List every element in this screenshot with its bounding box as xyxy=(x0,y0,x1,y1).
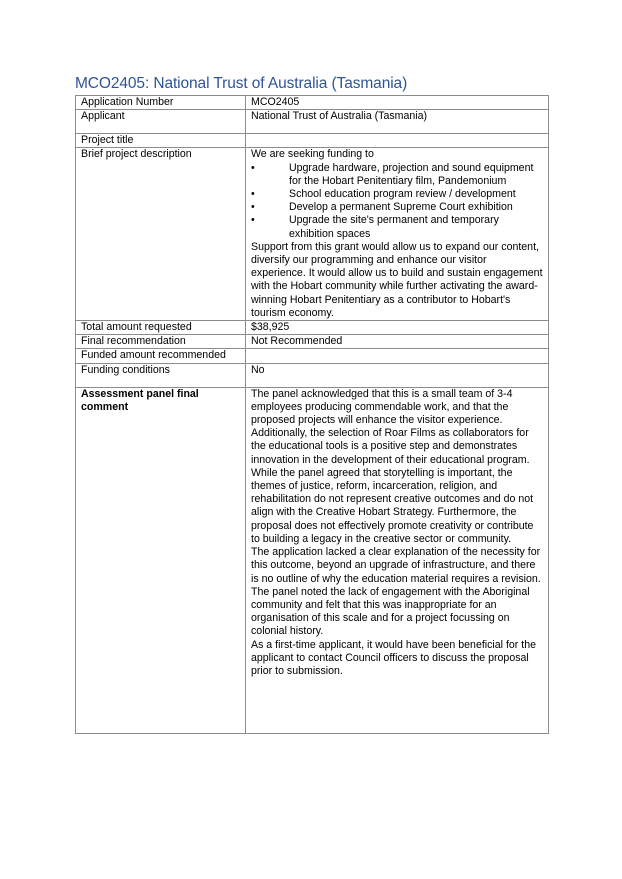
table-row-description xyxy=(76,148,549,321)
row-label: Funded amount recommended xyxy=(76,349,246,363)
row-value-panel-comment xyxy=(246,387,549,733)
table-row-applicant xyxy=(76,110,549,134)
description-intro: We are seeking funding to xyxy=(251,148,374,161)
table-row-application-number xyxy=(76,96,549,110)
row-label: Applicant xyxy=(76,110,246,134)
table-row-funded-amount xyxy=(76,349,549,363)
bullet-marker: • xyxy=(251,214,255,227)
row-label: Assessment panel final comment xyxy=(76,387,246,733)
row-value: National Trust of Australia (Tasmania) xyxy=(246,110,549,134)
list-item xyxy=(251,214,543,240)
row-value xyxy=(246,134,549,148)
bullet-text: School education program review / development xyxy=(289,188,516,201)
bullet-marker: • xyxy=(251,201,255,214)
row-label: Total amount requested xyxy=(76,321,246,335)
table-row-panel-comment xyxy=(76,387,549,733)
row-value: Not Recommended xyxy=(246,335,549,349)
table-row-funding-conditions xyxy=(76,363,549,387)
row-label: Application Number xyxy=(76,96,246,110)
list-item xyxy=(251,162,543,188)
table-row-total-requested xyxy=(76,321,549,335)
list-item xyxy=(251,201,543,214)
bullet-text: Develop a permanent Supreme Court exhibition xyxy=(289,201,513,214)
row-label: Funding conditions xyxy=(76,363,246,387)
bullet-text: Upgrade the site's permanent and temporary exhibition spaces xyxy=(289,214,499,240)
row-label: Project title xyxy=(76,134,246,148)
row-value: No xyxy=(246,363,549,387)
table-row-final-recommendation xyxy=(76,335,549,349)
bullet-marker: • xyxy=(251,188,255,201)
panel-paragraph: The application lacked a clear explanation of the necessity for this outcome, beyond an upgrade of infrastructure, and there is no outline of why the education material requires a revision. xyxy=(251,546,541,585)
list-item xyxy=(251,188,543,201)
panel-paragraph: The panel noted the lack of engagement with the Aboriginal community and felt that this was inappropriate for an organisation of this scale and for a project focussing on colonial history. xyxy=(251,585,530,638)
panel-paragraph: As a first-time applicant, it would have been beneficial for the applicant to contact Council officers to discuss the proposal prior to submission. xyxy=(251,638,537,677)
row-value-description xyxy=(246,148,549,321)
row-label: Brief project description xyxy=(76,148,246,321)
row-value xyxy=(246,349,549,363)
description-closing: Support from this grant would allow us to expand our content, diversify our programming and enhance our visitor experience. It would allow us to build and sustain engagement with the Hobart community while further activating the award-winning Hobart Penitentiary as a contributor to Hobart's tourism economy. xyxy=(251,240,543,319)
panel-paragraph: While the panel agreed that storytelling is important, the themes of justice, reform, incarceration, religion, and rehabilitation do not represent creative outcomes and do not align with the Creative Hobart Strategy. Furthermore, the proposal does not effectively promote creativity or contribute to building a legacy in the creative sector or community. xyxy=(251,466,534,545)
bullet-marker: • xyxy=(251,161,255,174)
bullet-text: Upgrade hardware, projection and sound equipment for the Hobart Penitentiary film, Pandemonium xyxy=(289,161,534,187)
table-row-project-title xyxy=(76,134,549,148)
page-title: MCO2405: National Trust of Australia (Tasmania) xyxy=(75,75,408,92)
row-label: Final recommendation xyxy=(76,335,246,349)
row-value: $38,925 xyxy=(246,321,549,335)
panel-paragraph: The panel acknowledged that this is a small team of 3-4 employees producing commendable work, and that the proposed projects will enhance the visitor experience. Additionally, the selection of Roar Films as collaborators for the educational tools is a positive step and demonstrates innovation in the development of their educational program. xyxy=(251,387,530,466)
application-table xyxy=(75,95,549,734)
row-value: MCO2405 xyxy=(246,96,549,110)
